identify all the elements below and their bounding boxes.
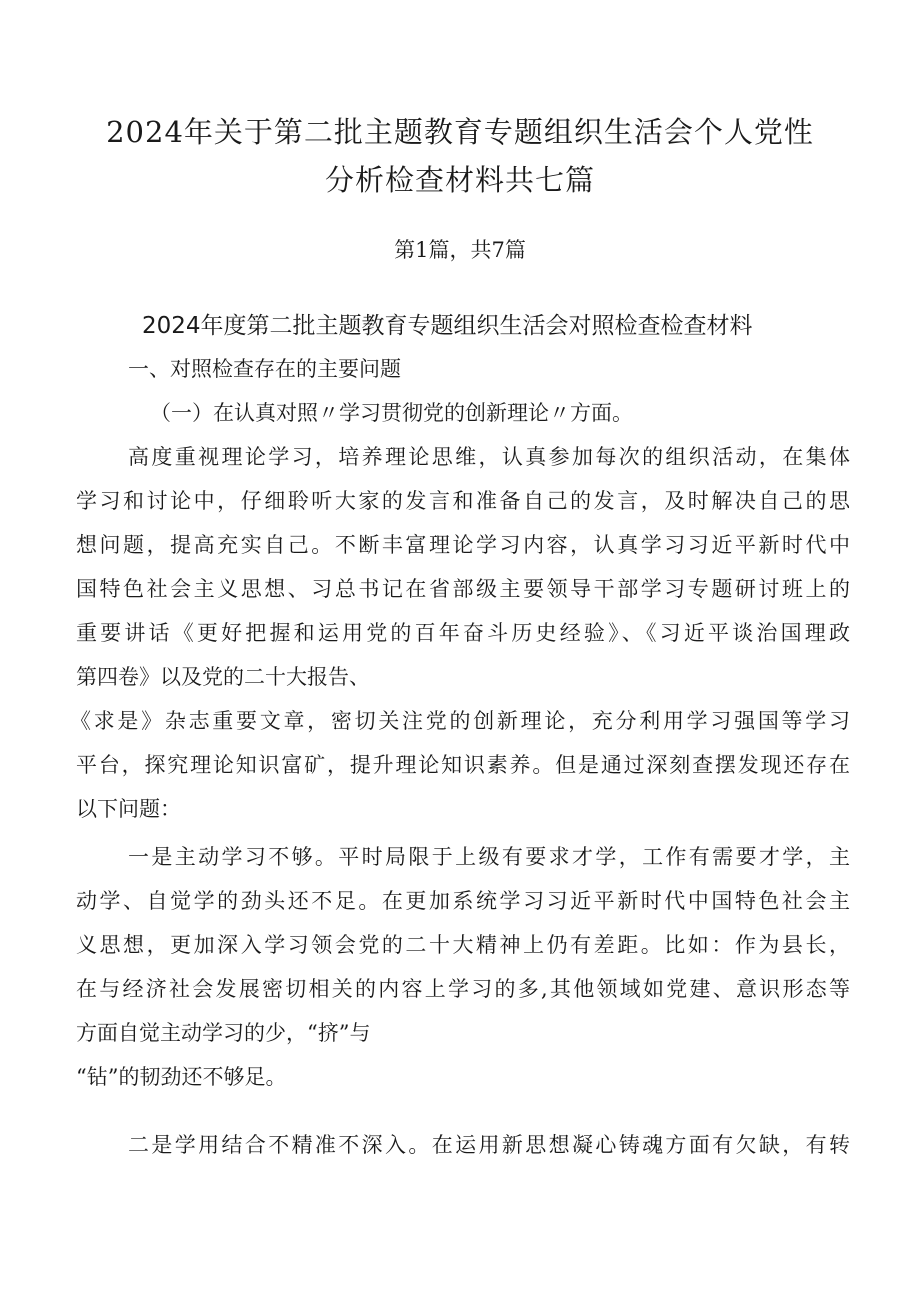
paragraph-line: 国特色社会主义思想、习总书记在省部级主要领导干部学习专题研讨班上的 (76, 577, 850, 601)
paragraph-line: 义思想，更加深入学习领会党的二十大精神上仍有差距。比如：作为县长， (76, 933, 850, 957)
paragraph-line: 方面自觉主动学习的少，“挤”与 (76, 1021, 371, 1045)
paragraph-line: 学习和讨论中，仔细聆听大家的发言和准备自己的发言，及时解决自己的思 (76, 489, 850, 513)
paragraph-line: 以下问题： (76, 797, 181, 821)
paragraph-line: 动学、自觉学的劲头还不足。在更加系统学习习近平新时代中国特色社会主 (76, 889, 850, 913)
paragraph-line: 平台，探究理论知识富矿，提升理论知识素养。但是通过深刻查摆发现还存在 (76, 753, 850, 777)
part-indicator: 第1篇，共7篇 (394, 238, 526, 262)
document-title-line-1: 2024年关于第二批主题教育专题组织生活会个人党性 (106, 115, 814, 149)
document-title-line-2: 分析检查材料共七篇 (324, 163, 595, 197)
paragraph-line: “钻”的韧劲还不够足。 (76, 1065, 287, 1089)
paragraph-line: 第四卷》以及党的二十大报告、 (76, 665, 370, 689)
paragraph-line: 《求是》杂志重要文章，密切关注党的创新理论，充分利用学习强国等学习 (70, 709, 850, 733)
paragraph-line: 高度重视理论学习，培养理论思维，认真参加每次的组织活动，在集体 (128, 445, 850, 469)
heading-level-1: 一、对照检查存在的主要问题 (128, 357, 401, 381)
paragraph-line: 重要讲话《更好把握和运用党的百年奋斗历史经验》、《习近平谈治国理政 (76, 621, 850, 645)
article-title: 2024年度第二批主题教育专题组织生活会对照检查检查材料 (142, 313, 753, 339)
paragraph-line: 一是主动学习不够。平时局限于上级有要求才学，工作有需要才学，主 (128, 845, 850, 869)
paragraph-line: 二是学用结合不精准不深入。在运用新思想凝心铸魂方面有欠缺，有转 (128, 1133, 850, 1157)
paragraph-line: 想问题，提高充实自己。不断丰富理论学习内容，认真学习习近平新时代中 (76, 533, 850, 557)
paragraph-line: 在与经济社会发展密切相关的内容上学习的多,其他领域如党建、意识形态等 (76, 977, 850, 1001)
heading-level-2: （一）在认真对照〃学习贯彻党的创新理论〃方面。 (150, 401, 633, 425)
